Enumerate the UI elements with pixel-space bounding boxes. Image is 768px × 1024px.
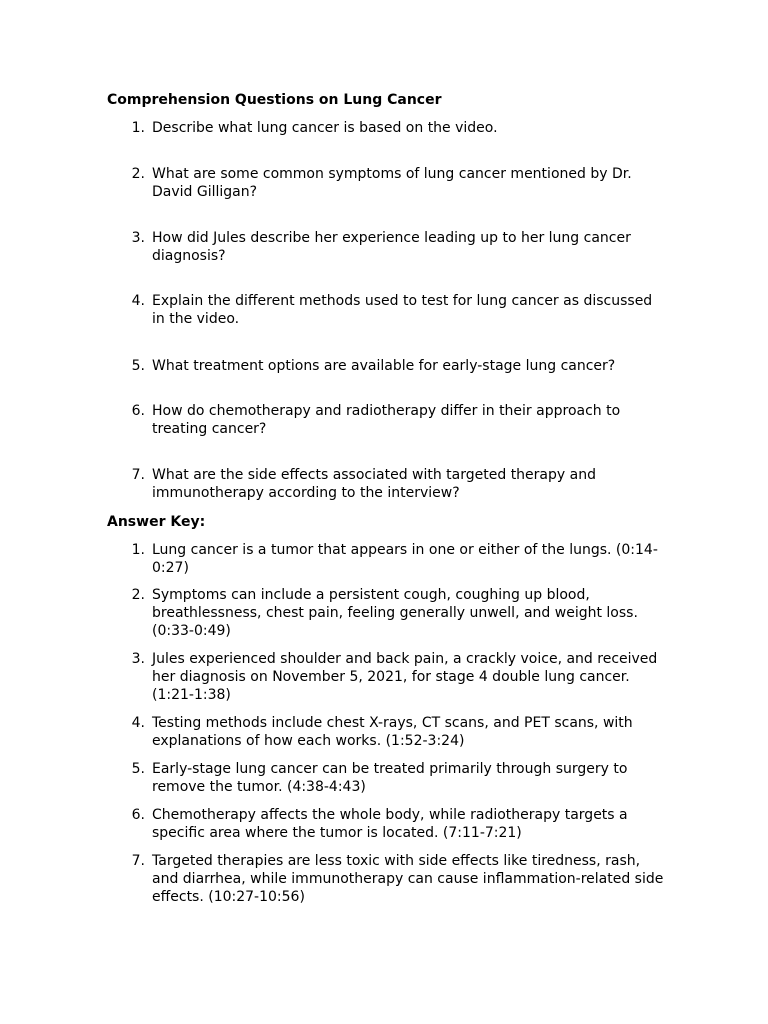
question-number: 2. [131, 166, 145, 182]
question-text: How do chemotherapy and radiotherapy differ in their approach to treating cancer? [152, 403, 621, 437]
question-number: 6. [131, 403, 145, 419]
question-number: 3. [131, 230, 145, 246]
answer-number: 3. [131, 651, 145, 667]
questions-title: Comprehension Questions on Lung Cancer [107, 92, 442, 108]
question-text: Describe what lung cancer is based on the video. [152, 120, 498, 136]
answer-text: Jules experienced shoulder and back pain, a crackly voice, and received her diagnosis on November 5, 2021, for stage 4 double lung cancer. (1:21-1:38) [152, 651, 658, 703]
question-number: 4. [131, 293, 145, 309]
answer-key-title: Answer Key: [107, 514, 206, 530]
question-text: What are the side effects associated with targeted therapy and immunotherapy according to the interview? [152, 467, 596, 501]
answer-number: 7. [131, 853, 145, 869]
answer-number: 5. [131, 761, 145, 777]
answer-number: 6. [131, 807, 145, 823]
answer-number: 1. [131, 542, 145, 558]
answer-text: Testing methods include chest X-rays, CT scans, and PET scans, with explanations of how each works. (1:52-3:24) [152, 715, 633, 749]
answer-text: Early-stage lung cancer can be treated primarily through surgery to remove the tumor. (4:38-4:43) [152, 761, 628, 795]
question-text: What treatment options are available for early-stage lung cancer? [152, 358, 616, 374]
question-text: What are some common symptoms of lung cancer mentioned by Dr. David Gilligan? [152, 166, 632, 200]
answer-text: Targeted therapies are less toxic with side effects like tiredness, rash, and diarrhea, while immunotherapy can cause inflammation-related side effects. (10:27-10:56) [152, 853, 664, 905]
answer-text: Symptoms can include a persistent cough, coughing up blood, breathlessness, chest pain, feeling generally unwell, and weight loss. (0:33-0:49) [152, 587, 638, 639]
answer-text: Chemotherapy affects the whole body, while radiotherapy targets a specific area where the tumor is located. (7:11-7:21) [152, 807, 628, 841]
answer-text: Lung cancer is a tumor that appears in one or either of the lungs. (0:14-0:27) [152, 542, 658, 576]
question-number: 5. [131, 358, 145, 374]
question-text: How did Jules describe her experience leading up to her lung cancer diagnosis? [152, 230, 631, 264]
question-number: 7. [131, 467, 145, 483]
answer-number: 4. [131, 715, 145, 731]
answer-number: 2. [131, 587, 145, 603]
question-number: 1. [131, 120, 145, 136]
question-text: Explain the different methods used to test for lung cancer as discussed in the video. [152, 293, 653, 327]
